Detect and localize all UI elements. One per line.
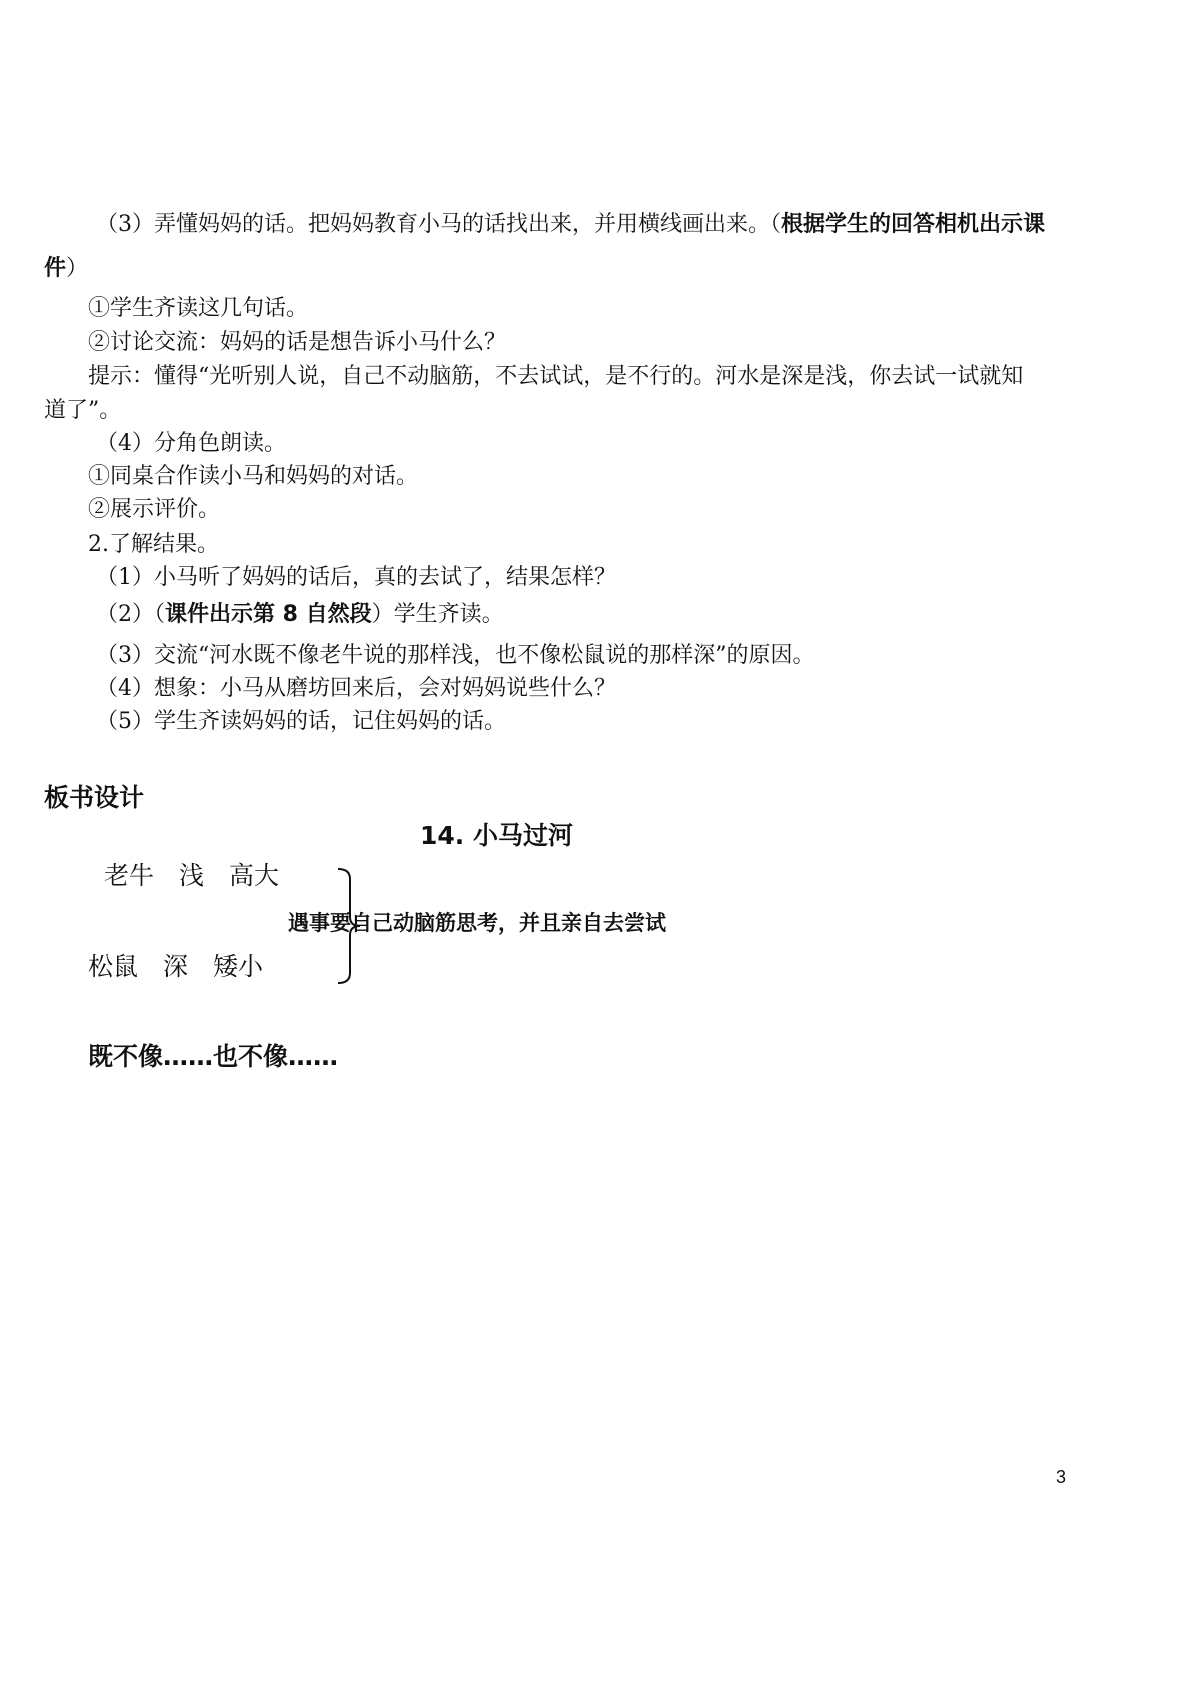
paragraph-bold-text: 根据学生的回答相机出示课 <box>781 212 1046 237</box>
list-item-read-together: ①学生齐读这几句话。 <box>88 296 309 321</box>
paragraph-3-understand-mom <box>96 210 1045 240</box>
board-conclusion: 遇事要自己动脑筋思考，并且亲自去尝试 <box>288 911 666 935</box>
hint-paragraph: 提示：懂得“光听别人说，自己不动脑筋，不去试试，是不行的。河水是深是浅，你去试一试就知 <box>88 364 1024 389</box>
paragraph-text: ）学生齐读。 <box>371 602 504 627</box>
paragraph-text: （2）（ <box>96 602 165 627</box>
page-number: 3 <box>1056 1467 1067 1487</box>
paragraph-3-continuation <box>44 254 88 284</box>
board-design-heading: 板书设计 <box>44 783 145 812</box>
list-item-partner-reading: ①同桌合作读小马和妈妈的对话。 <box>88 464 419 489</box>
hint-paragraph-continuation: 道了”。 <box>44 398 122 423</box>
board-row-squirrel: 松鼠 深 矮小 <box>88 952 264 981</box>
list-item-show-evaluate: ②展示评价。 <box>88 497 221 522</box>
board-pattern-sentence: 既不像……也不像…… <box>88 1042 339 1071</box>
paragraph-bold-text: 课件出示第 8 自然段 <box>165 602 372 627</box>
list-item-discuss-reason: （3）交流“河水既不像老牛说的那样浅，也不像松鼠说的那样深”的原因。 <box>96 643 815 668</box>
section-understand-result: 2.了解结果。 <box>88 532 219 557</box>
paragraph-text: ） <box>66 256 89 281</box>
list-item-result-question: （1）小马听了妈妈的话后，真的去试了，结果怎样？ <box>96 565 616 590</box>
paragraph-text: （3）弄懂妈妈的话。把妈妈教育小马的话找出来，并用横线画出来。（ <box>96 212 781 237</box>
list-item-imagine: （4）想象：小马从磨坊回来后，会对妈妈说些什么？ <box>96 676 616 701</box>
list-item-read-mom-words: （5）学生齐读妈妈的话，记住妈妈的话。 <box>96 709 506 734</box>
list-item-discuss: ②讨论交流：妈妈的话是想告诉小马什么？ <box>88 330 507 355</box>
paragraph-bold-text: 件 <box>44 256 67 281</box>
board-row-old-ox: 老牛 浅 高大 <box>104 861 280 890</box>
list-item-courseware-reading <box>96 600 504 630</box>
board-design-title: 14. 小马过河 <box>420 821 573 850</box>
list-item-role-reading: （4）分角色朗读。 <box>96 431 286 456</box>
